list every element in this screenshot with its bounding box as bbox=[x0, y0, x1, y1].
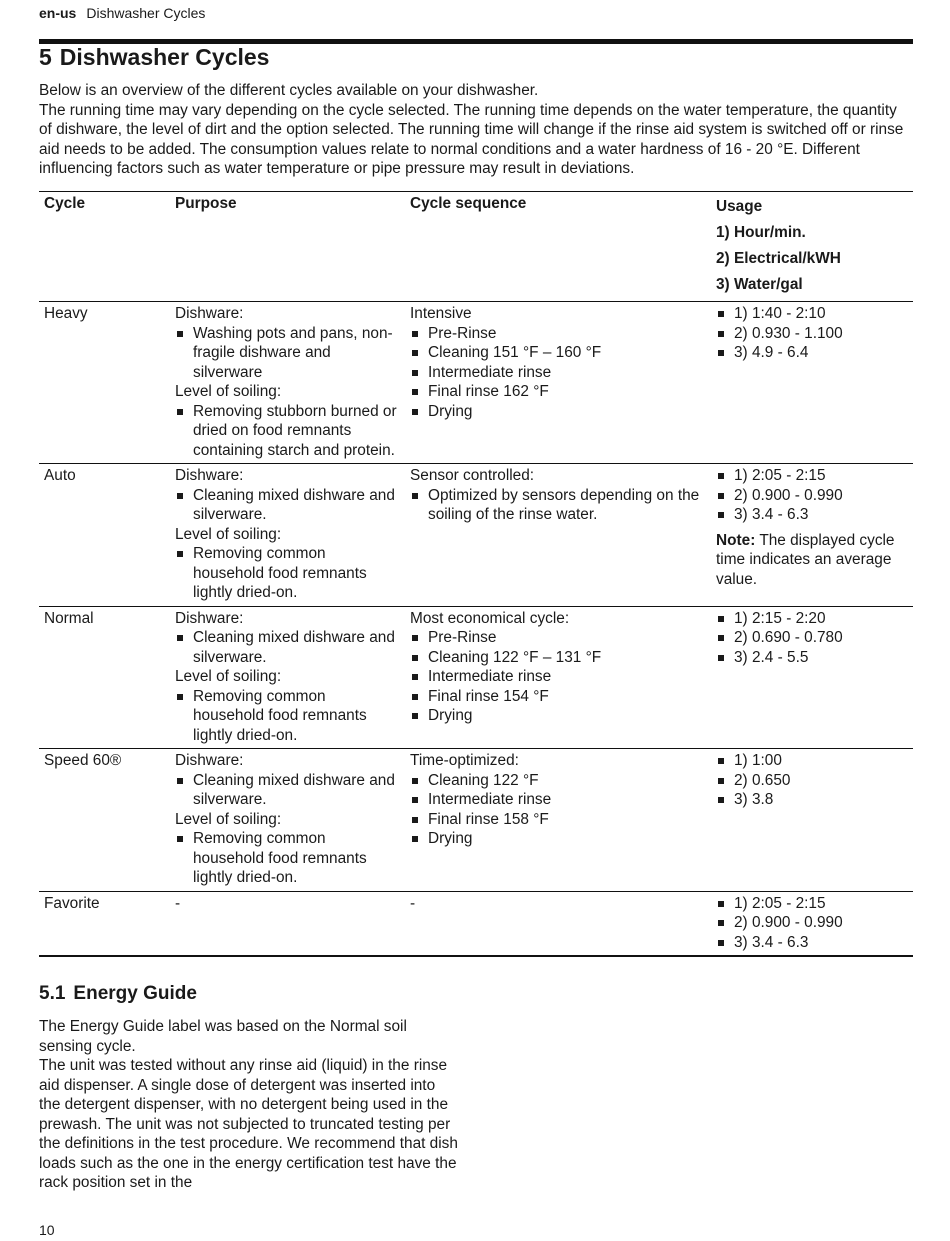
sequence-step: Pre-Rinse bbox=[410, 628, 706, 648]
cycles-table bbox=[39, 191, 913, 957]
dishware-item: Cleaning mixed dishware and silverware. bbox=[175, 628, 400, 667]
page-number: 10 bbox=[39, 1222, 55, 1238]
usage-hours: 1) 2:15 - 2:20 bbox=[716, 609, 908, 629]
usage-hours: 1) 2:05 - 2:15 bbox=[716, 466, 908, 486]
sequence-step: Intermediate rinse bbox=[410, 363, 706, 383]
sequence-label: Most economical cycle: bbox=[410, 609, 570, 627]
header-usage-hour: 1) Hour/min. bbox=[716, 224, 806, 241]
header-usage-electrical: 2) Electrical/kWH bbox=[716, 250, 841, 267]
soiling-item: Removing common household food remnants lightly dried-on. bbox=[175, 687, 400, 746]
cycle-name: Speed 60® bbox=[44, 752, 122, 769]
header-usage bbox=[711, 192, 913, 302]
sequence-cell bbox=[405, 749, 711, 892]
language-code: en-us bbox=[39, 5, 77, 21]
header-section-title: Dishwasher Cycles bbox=[86, 5, 206, 21]
table-row bbox=[39, 302, 913, 464]
header-cycle: Cycle bbox=[44, 195, 86, 212]
sequence-step: Cleaning 151 °F – 160 °F bbox=[410, 343, 706, 363]
sequence-cell bbox=[405, 464, 711, 607]
dishware-item: Cleaning mixed dishware and silverware. bbox=[175, 771, 400, 810]
subsection-title-text: Energy Guide bbox=[73, 983, 197, 1004]
soiling-item: Removing stubborn burned or dried on food remnants containing starch and protein. bbox=[175, 402, 400, 461]
header-usage-title: Usage bbox=[716, 198, 763, 215]
sequence-step: Drying bbox=[410, 706, 706, 726]
dishware-item: Cleaning mixed dishware and silverware. bbox=[175, 486, 400, 525]
cycle-name: Heavy bbox=[44, 305, 88, 322]
purpose-cell bbox=[170, 606, 405, 749]
section-title: Dishwasher Cycles bbox=[59, 44, 270, 70]
usage-note bbox=[716, 531, 908, 590]
intro-paragraph: Below is an overview of the different cycles available on your dishwasher. bbox=[39, 82, 539, 99]
sequence-step: Optimized by sensors depending on the soiling of the rinse water. bbox=[410, 486, 706, 525]
usage-water: 3) 3.4 - 6.3 bbox=[716, 933, 908, 953]
soiling-label: Level of soiling: bbox=[175, 383, 282, 400]
sequence-step: Final rinse 162 °F bbox=[410, 382, 706, 402]
subsection-number: 5.1 bbox=[39, 983, 66, 1004]
table-header-row bbox=[39, 192, 913, 302]
soiling-label: Level of soiling: bbox=[175, 668, 282, 685]
usage-electrical: 2) 0.690 - 0.780 bbox=[716, 628, 908, 648]
sequence-label: Time-optimized: bbox=[410, 752, 519, 769]
dishware-label: Dishware: bbox=[175, 467, 244, 484]
purpose-cell bbox=[170, 749, 405, 892]
sequence-cell bbox=[405, 606, 711, 749]
table-row bbox=[39, 464, 913, 607]
sequence-step: Final rinse 154 °F bbox=[410, 687, 706, 707]
usage-cell bbox=[711, 302, 913, 464]
usage-electrical: 2) 0.930 - 1.100 bbox=[716, 324, 908, 344]
header-cycle-sequence: Cycle sequence bbox=[410, 195, 527, 212]
purpose-cell: - bbox=[175, 894, 181, 912]
usage-hours: 1) 2:05 - 2:15 bbox=[716, 894, 908, 914]
soiling-label: Level of soiling: bbox=[175, 810, 282, 828]
sequence-cell: - bbox=[410, 894, 416, 912]
note-label: Note: bbox=[716, 531, 756, 549]
usage-cell bbox=[711, 749, 913, 892]
sequence-step: Intermediate rinse bbox=[410, 667, 706, 687]
soiling-item: Removing common household food remnants lightly dried-on. bbox=[175, 829, 400, 888]
usage-water: 3) 3.8 bbox=[716, 790, 908, 810]
header-purpose: Purpose bbox=[175, 195, 237, 212]
intro-text bbox=[39, 81, 913, 179]
usage-cell bbox=[711, 891, 913, 956]
usage-hours: 1) 1:40 - 2:10 bbox=[716, 304, 908, 324]
cycle-name: Favorite bbox=[44, 894, 100, 912]
cycle-name: Normal bbox=[44, 609, 94, 627]
dishware-label: Dishware: bbox=[175, 609, 244, 627]
cycle-name: Auto bbox=[44, 467, 76, 484]
subsection-title bbox=[39, 983, 197, 1005]
usage-cell bbox=[711, 464, 913, 607]
purpose-cell bbox=[170, 302, 405, 464]
usage-water: 3) 2.4 - 5.5 bbox=[716, 648, 908, 668]
usage-electrical: 2) 0.900 - 0.990 bbox=[716, 913, 908, 933]
intro-paragraph: The running time may vary depending on the cycle selected. The running time depends on the water temperature, the quantity of dishware, the level of dirt and the option selected. The running time will change if the rinse aid system is switched off or rinse aid needs to be added. The consumption values relate to normal conditions and a water hardness of 16 - 20 °E. Different influencing factors such as water temperature or pipe pressure may result in deviations. bbox=[39, 101, 904, 177]
soiling-item: Removing common household food remnants lightly dried-on. bbox=[175, 544, 400, 603]
sequence-step: Final rinse 158 °F bbox=[410, 810, 706, 830]
usage-electrical: 2) 0.650 bbox=[716, 771, 908, 791]
note-text: The displayed cycle time indicates an average value. bbox=[716, 531, 895, 588]
table-row bbox=[39, 749, 913, 892]
dishware-label: Dishware: bbox=[175, 305, 244, 322]
sequence-step: Drying bbox=[410, 829, 706, 849]
table-row bbox=[39, 891, 913, 956]
sequence-cell bbox=[405, 302, 711, 464]
usage-water: 3) 3.4 - 6.3 bbox=[716, 505, 908, 525]
usage-water: 3) 4.9 - 6.4 bbox=[716, 343, 908, 363]
page-title bbox=[39, 44, 269, 71]
soiling-label: Level of soiling: bbox=[175, 525, 282, 543]
running-header bbox=[39, 5, 205, 21]
purpose-cell bbox=[170, 464, 405, 607]
header-usage-water: 3) Water/gal bbox=[716, 276, 803, 293]
usage-cell bbox=[711, 606, 913, 749]
section-number: 5 bbox=[39, 44, 52, 70]
usage-electrical: 2) 0.900 - 0.990 bbox=[716, 486, 908, 506]
sequence-step: Cleaning 122 °F bbox=[410, 771, 706, 791]
energy-paragraph: The Energy Guide label was based on the Normal soil sensing cycle. bbox=[39, 1018, 407, 1055]
dishware-item: Washing pots and pans, non-fragile dishware and silverware bbox=[175, 324, 400, 383]
sequence-label: Intensive bbox=[410, 305, 472, 322]
energy-guide-text bbox=[39, 1017, 459, 1193]
dishware-label: Dishware: bbox=[175, 752, 244, 769]
sequence-step: Intermediate rinse bbox=[410, 790, 706, 810]
usage-hours: 1) 1:00 bbox=[716, 751, 908, 771]
energy-paragraph: The unit was tested without any rinse aid (liquid) in the rinse aid dispenser. A single dose of detergent was inserted into the detergent dispenser, with no detergent being used in the prewash. The unit was not subjected to truncated testing per the definitions in the test procedure. We recommend that dish loads such as the one in the energy certification test have the rack position set in the bbox=[39, 1057, 458, 1191]
table-row bbox=[39, 606, 913, 749]
sequence-step: Drying bbox=[410, 402, 706, 422]
sequence-label: Sensor controlled: bbox=[410, 467, 535, 484]
sequence-step: Pre-Rinse bbox=[410, 324, 706, 344]
sequence-step: Cleaning 122 °F – 131 °F bbox=[410, 648, 706, 668]
